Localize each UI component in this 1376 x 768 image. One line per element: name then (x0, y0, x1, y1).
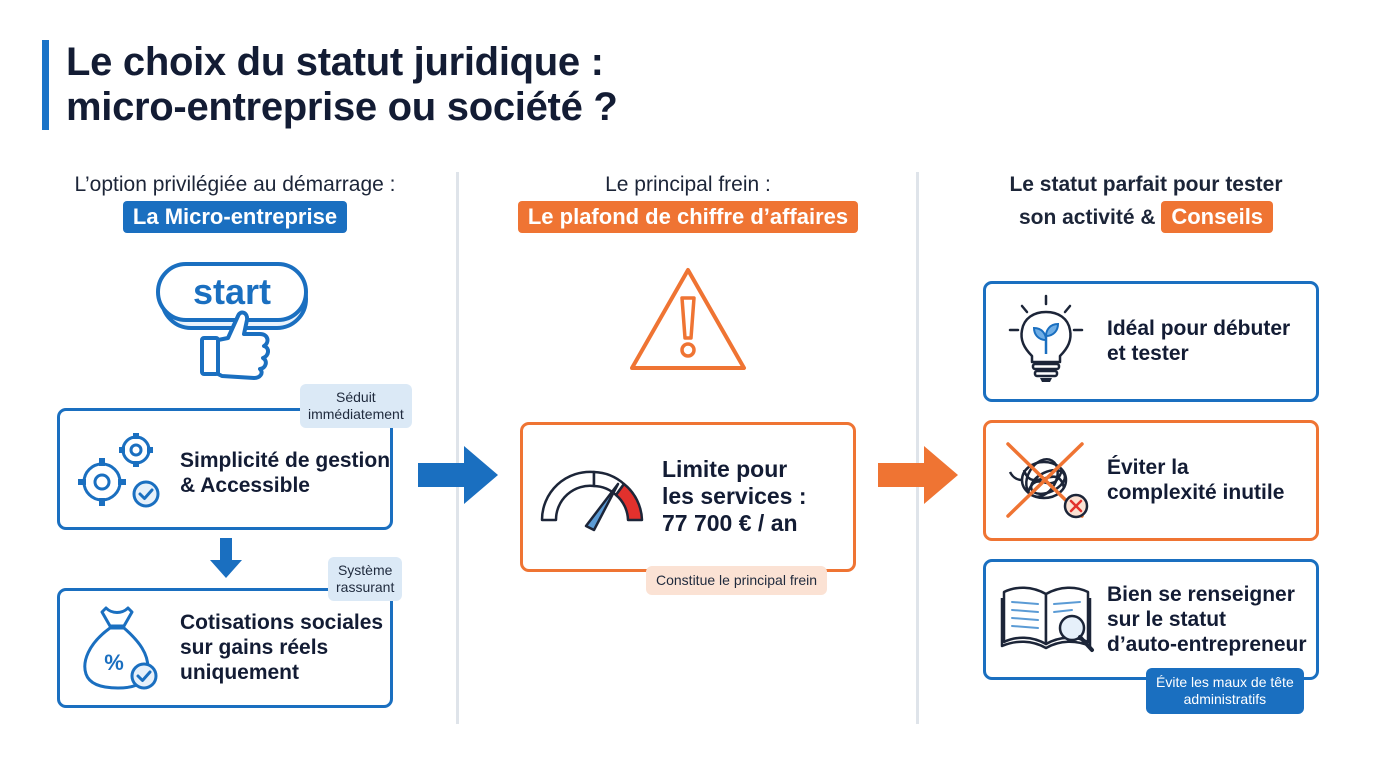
tag-systeme (328, 557, 402, 601)
card-eviter-line-1: Éviter la (1107, 456, 1189, 479)
tag-systeme-line-1: Système (337, 562, 393, 578)
card-simplicity-text (180, 448, 390, 498)
card-ideal-line-2: et tester (1107, 342, 1189, 365)
tag-maux-line-2: administratifs (1183, 691, 1267, 707)
right-arrow-blue-icon (418, 446, 500, 504)
card-simplicity-line-2: & Accessible (180, 474, 310, 497)
tag-frein-line-1: Constitue le principal frein (656, 572, 818, 588)
card-plafond-line-2: les services : (662, 483, 807, 509)
tag-seduit-line-2: immédiatement (308, 406, 404, 422)
column-3-heading-pill: Conseils (1161, 201, 1273, 233)
start-icon-text: start (192, 271, 272, 312)
tag-seduit-line-1: Séduit (336, 389, 376, 405)
column-3-heading-line-1: Le statut parfait pour tester (1009, 173, 1283, 196)
gears-check-icon (76, 430, 162, 514)
gauge-icon (536, 460, 646, 532)
title-accent-bar (42, 40, 49, 130)
tag-frein (646, 566, 827, 595)
card-cotisations-line-2: sur gains réels (180, 636, 329, 659)
page-title-line-2: micro-entreprise ou société ? (66, 85, 618, 129)
tag-systeme-line-2: rassurant (336, 579, 395, 595)
card-cotisations-line-1: Cotisations sociales (180, 611, 384, 634)
card-ideal-line-1: Idéal pour débuter (1107, 317, 1291, 340)
tag-seduit (300, 384, 412, 428)
money-bag-percent-icon (78, 604, 164, 694)
warning-triangle-icon (626, 264, 750, 376)
svg-text:%: % (104, 650, 124, 675)
card-cotisations-line-3: uniquement (180, 661, 299, 684)
column-3-heading (946, 168, 1346, 234)
card-cotisations-text (180, 610, 383, 685)
card-renseigner-line-1: Bien se renseigner (1107, 583, 1295, 606)
tag-maux-line-1: Évite les maux de tête (1156, 674, 1294, 690)
page-title-line-1: Le choix du statut juridique : (66, 40, 604, 84)
column-1-heading (40, 168, 430, 234)
column-1-heading-text: L’option privilégiée au démarrage : (74, 173, 396, 196)
card-renseigner-line-3: d’auto-entrepreneur (1107, 633, 1307, 656)
card-eviter-text (1107, 455, 1284, 505)
column-1-heading-pill: La Micro-entreprise (123, 201, 347, 233)
card-ideal-text (1107, 316, 1290, 366)
column-2-heading-text: Le principal frein : (605, 173, 771, 196)
card-renseigner-line-2: sur le statut (1107, 608, 1227, 631)
card-renseigner-text (1107, 582, 1307, 657)
card-simplicity-line-1: Simplicité de gestion (180, 449, 391, 472)
book-magnifier-icon (1000, 582, 1096, 656)
start-thumbs-up-icon (152, 260, 322, 384)
column-2-heading-pill: Le plafond de chiffre d’affaires (518, 201, 858, 233)
column-3-heading-line-2: son activité & (1018, 206, 1156, 229)
tangle-crossed-icon (1002, 436, 1094, 524)
card-plafond-line-1: Limite pour (662, 456, 788, 482)
card-eviter-line-2: complexité inutile (1107, 481, 1285, 504)
lightbulb-plant-icon (1004, 294, 1088, 386)
column-2-heading (478, 168, 898, 234)
tag-maux-de-tete (1146, 668, 1304, 714)
card-plafond-line-3: 77 700 € / an (662, 510, 798, 536)
down-arrow-icon (210, 538, 242, 580)
card-plafond-text (662, 456, 807, 537)
right-arrow-orange-icon (878, 446, 960, 504)
page-title (66, 40, 617, 130)
